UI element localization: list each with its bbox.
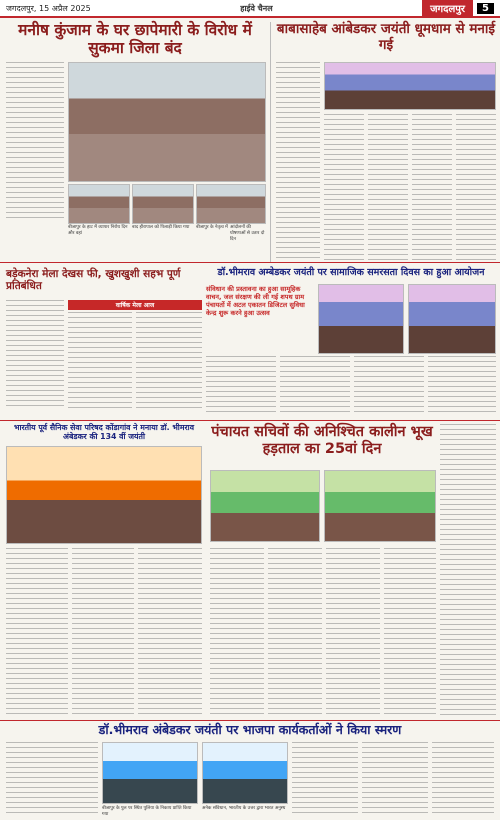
story5-text-col1 xyxy=(6,548,68,716)
story3-text-col1 xyxy=(6,300,64,410)
story7-headline: डॉ.भीमराव अंबेडकर जयंती पर भाजपा कार्यकर्ताओं ने किया स्मरण xyxy=(98,722,402,737)
story7-text-col2 xyxy=(292,742,358,816)
story1-caption-3: बीजापुर के नेतृत्व में xyxy=(196,225,228,230)
story4-text-col2 xyxy=(280,356,350,416)
story6-text-col2 xyxy=(268,548,322,716)
story7-caption-3: अनेक संविधान, भारतीय के उत्तर द्वारा भारत अनुस्थ xyxy=(202,806,286,811)
story2-text-col5 xyxy=(456,114,496,262)
story6-text-col1 xyxy=(210,548,264,716)
story3-text-col2 xyxy=(68,312,132,410)
story6-photo-1 xyxy=(210,470,320,542)
story2-text-col1 xyxy=(276,62,320,262)
story4-text-col3 xyxy=(354,356,424,416)
section-divider-1 xyxy=(0,262,500,263)
story7-text-col1 xyxy=(6,742,98,816)
story6-text-col3 xyxy=(326,548,380,716)
story7-text-col4 xyxy=(432,742,494,816)
story7-text-col3 xyxy=(362,742,428,816)
story1-photo-3 xyxy=(196,184,266,224)
story5-text-col3 xyxy=(138,548,202,716)
story6-headline: पंचायत सचिवों की अनिश्चित कालीन भूख हड़ताल का 25वां दिन xyxy=(211,424,433,457)
story6-text-col-right xyxy=(440,424,496,716)
story4-text-col4 xyxy=(428,356,496,416)
story1-headline: मनीष कुंजाम के घर छापेमारी के विरोध में सुकमा जिला बंद xyxy=(18,21,252,57)
story6-photo-2 xyxy=(324,470,436,542)
story4-photo-2 xyxy=(408,284,496,354)
story7-photo-1 xyxy=(102,742,198,804)
story1-text-col1 xyxy=(6,62,64,222)
masthead-brand: हाईवे चैनल xyxy=(240,3,273,13)
story4-quote: संविधान की प्रस्तावना का हुआ सामूहिक वाचन, जल संरक्षण की ली गई शपथ ग्राम पंचायतों में अटल एकातन डिजिटल सुविधा केन्द्र शुरू करने हुआ उत्सव xyxy=(206,285,305,318)
masthead xyxy=(0,0,500,18)
section-divider-3 xyxy=(0,720,500,721)
story1-photo-1 xyxy=(68,184,130,224)
story2-text-col2 xyxy=(324,114,364,262)
story3-headline: बड़ेकनेरा मेला देखस फी, खुशखुशी सहभ पूर्ण प्रतिबंधित xyxy=(6,268,181,293)
story1-photo-2 xyxy=(132,184,194,224)
story7-caption-1: बीजापुर के पुल पर स्थित पुलिया के निकाय प्राप्ति किया गया xyxy=(102,806,192,817)
story1-caption-2: बाद हीरापाल को पिलाड़ी किया गया xyxy=(132,225,190,230)
story2-photo-1 xyxy=(324,62,496,110)
story4-photo-1 xyxy=(318,284,404,354)
story4-text-col1 xyxy=(206,356,276,416)
story2-text-col3 xyxy=(368,114,408,262)
story3-box-label: वार्षिक मेला आज xyxy=(68,300,202,310)
page-number: 5 xyxy=(477,3,494,14)
story1-caption-4: आंदोलनों की घोषणाओं से उतार दो दिन xyxy=(230,225,265,242)
story4-headline: डॉ.भीमराव अम्बेडकर जयंती पर सामाजिक समरसता दिवस का हुआ आयोजन xyxy=(217,267,485,278)
story5-headline: भारतीय पूर्व सैनिक सेवा परिषद कोंडागांव ने मनाया डॉ. भीमराव अंबेडकर की 134 वीं जयंती xyxy=(13,423,195,441)
story7-photo-2 xyxy=(202,742,288,804)
story5-photo xyxy=(6,446,202,544)
story5-text-col2 xyxy=(72,548,134,716)
story1-photo-main xyxy=(68,62,266,182)
masthead-date: जगदलपुर, 15 अप्रैल 2025 xyxy=(6,3,91,13)
story6-text-col4 xyxy=(384,548,436,716)
section-divider-2 xyxy=(0,420,500,421)
column-divider xyxy=(270,22,271,262)
masthead-city: जगदलपुर xyxy=(422,0,473,16)
story3-text-col3 xyxy=(136,312,202,410)
story2-headline: बाबासाहेब आंबेडकर जयंती धूमधाम से मनाई गई xyxy=(276,21,496,53)
story2-text-col4 xyxy=(412,114,452,262)
story1-caption-1: बीजापुर के हाट में व्यापार निरोध दिन और वहां xyxy=(68,225,128,236)
